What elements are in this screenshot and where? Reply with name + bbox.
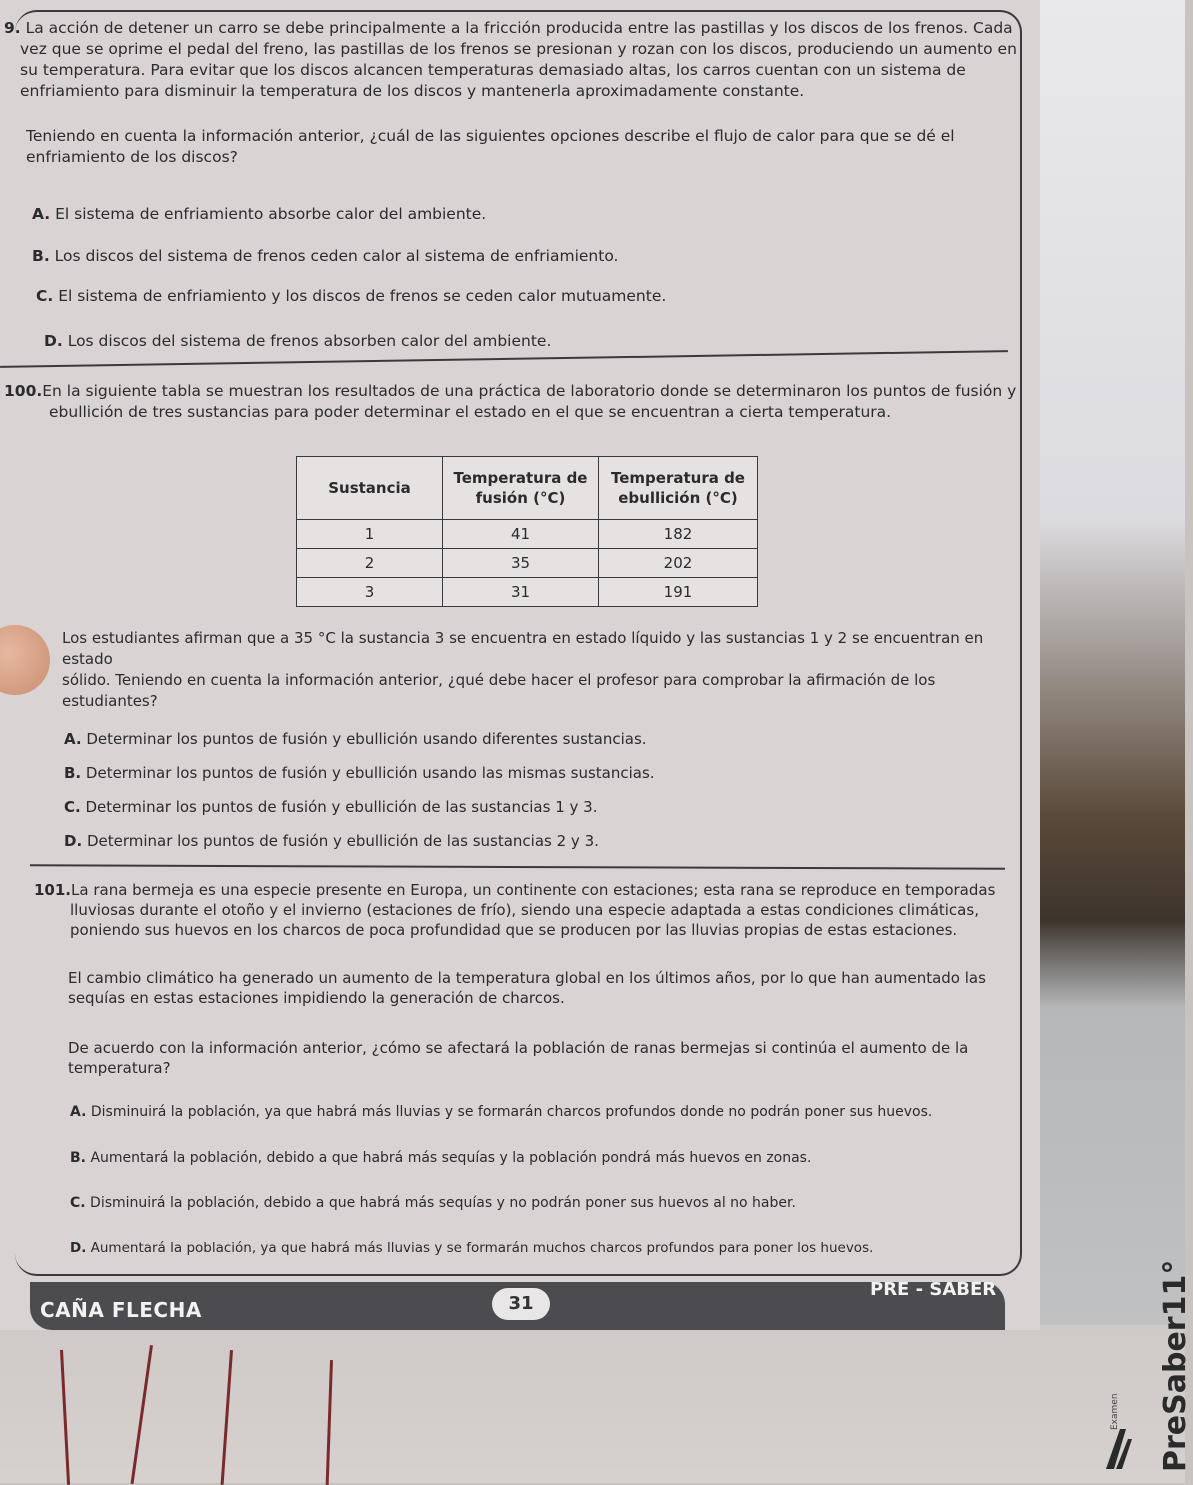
brand-name: PreSaber11° bbox=[1158, 1259, 1193, 1472]
question-100-claim bbox=[62, 628, 1012, 712]
question-99-stem bbox=[4, 18, 1019, 102]
stem-line: La acción de detener un carro se debe principalmente a la fricción producida entre las pastillas y los discos de los frenos. Cada bbox=[25, 19, 1013, 37]
option-c[interactable] bbox=[70, 1195, 796, 1211]
table-row bbox=[297, 578, 758, 607]
option-d[interactable] bbox=[44, 332, 551, 350]
footer-series: PRE - SABER bbox=[870, 1279, 997, 1300]
option-a[interactable] bbox=[32, 205, 486, 223]
context-line: El cambio climático ha generado un aumento de la temperatura global en los últimos años, por lo que han aumentado las bbox=[68, 969, 986, 987]
stem-line: enfriamiento para disminuir la temperatura de los discos y mantenerla aproximadamente constante. bbox=[20, 82, 805, 100]
table-cell: 41 bbox=[443, 520, 599, 549]
option-text: El sistema de enfriamiento y los discos de frenos se ceden calor mutuamente. bbox=[58, 287, 667, 305]
data-table bbox=[296, 456, 758, 607]
option-c[interactable] bbox=[64, 798, 597, 816]
table-row bbox=[297, 549, 758, 578]
option-text: Aumentará la población, debido a que habrá más sequías y la población pondrá más huevos en zonas. bbox=[90, 1150, 812, 1166]
option-a[interactable] bbox=[64, 730, 647, 748]
option-letter: D. bbox=[44, 332, 63, 350]
brand-small-text: Examen bbox=[1110, 1393, 1120, 1430]
table-cell: 35 bbox=[443, 549, 599, 578]
option-letter: D. bbox=[70, 1240, 87, 1256]
option-text: Disminuirá la población, ya que habrá más lluvias y se formarán charcos profundos donde no podrán poner sus huevos. bbox=[90, 1104, 933, 1120]
option-letter: B. bbox=[64, 764, 82, 782]
question-99-prompt bbox=[26, 126, 1016, 168]
stem-line: su temperatura. Para evitar que los discos alcancen temperaturas demasiado altas, los carros cuentan con un sistema de bbox=[20, 61, 966, 79]
question-number: 9. bbox=[4, 19, 21, 37]
option-c[interactable] bbox=[36, 287, 666, 305]
question-101-context bbox=[68, 968, 1013, 1008]
question-101-prompt bbox=[68, 1038, 1013, 1078]
stem-line: En la siguiente tabla se muestran los resultados de una práctica de laboratorio donde se determinaron los puntos de fusión y bbox=[42, 382, 1017, 400]
option-letter: D. bbox=[64, 832, 83, 850]
option-text: Determinar los puntos de fusión y ebullición de las sustancias 2 y 3. bbox=[86, 832, 599, 850]
column-header: Sustancia bbox=[297, 457, 443, 520]
option-text: Aumentará la población, ya que habrá más lluvias y se formarán muchos charcos profundos para poner los huevos. bbox=[90, 1240, 874, 1256]
question-number: 101. bbox=[34, 881, 72, 899]
table-cell: 191 bbox=[599, 578, 758, 607]
stem-line: ebullición de tres sustancias para poder determinar el estado en el que se encuentran a cierta temperatura. bbox=[49, 403, 892, 421]
table-cell: 3 bbox=[297, 578, 443, 607]
prompt-line: enfriamiento de los discos? bbox=[26, 148, 238, 166]
table-cell: 2 bbox=[297, 549, 443, 578]
option-letter: A. bbox=[64, 730, 82, 748]
option-text: Determinar los puntos de fusión y ebullición de las sustancias 1 y 3. bbox=[85, 798, 598, 816]
option-text: Los discos del sistema de frenos absorben calor del ambiente. bbox=[67, 332, 552, 350]
option-text: El sistema de enfriamiento absorbe calor del ambiente. bbox=[55, 205, 487, 223]
question-101-stem bbox=[34, 880, 1019, 940]
brand-logo-icon bbox=[1100, 1425, 1138, 1473]
option-letter: B. bbox=[70, 1150, 86, 1166]
option-d[interactable] bbox=[64, 832, 599, 850]
option-letter: A. bbox=[70, 1104, 87, 1120]
stem-line: poniendo sus huevos en los charcos de poca profundidad que se producen por las lluvias propias de estas estaciones. bbox=[70, 921, 958, 939]
option-text: Determinar los puntos de fusión y ebullición usando las mismas sustancias. bbox=[85, 764, 655, 782]
option-d[interactable] bbox=[70, 1240, 873, 1256]
question-number: 100. bbox=[4, 382, 43, 400]
page-number: 31 bbox=[492, 1288, 550, 1320]
footer-title: CAÑA FLECHA bbox=[40, 1298, 202, 1322]
table-cell: 1 bbox=[297, 520, 443, 549]
stem-line: lluviosas durante el otoño y el invierno (estaciones de frío), siendo una especie adaptada a estas condiciones climáticas, bbox=[70, 901, 979, 919]
claim-line: estudiantes? bbox=[62, 692, 158, 710]
table-cell: 202 bbox=[599, 549, 758, 578]
option-letter: C. bbox=[70, 1195, 86, 1211]
column-header: Temperatura de fusión (°C) bbox=[443, 457, 599, 520]
prompt-line: De acuerdo con la información anterior, ¿cómo se afectará la población de ranas bermejas si continúa el aumento de la bbox=[68, 1039, 969, 1057]
background-bottom bbox=[0, 1325, 1185, 1483]
table-header-row bbox=[297, 457, 758, 520]
option-letter: B. bbox=[32, 247, 50, 265]
stem-line: vez que se oprime el pedal del freno, las pastillas de los frenos se presionan y rozan con los discos, produciendo un aumento en bbox=[20, 40, 1017, 58]
table-row bbox=[297, 520, 758, 549]
option-text: Los discos del sistema de frenos ceden calor al sistema de enfriamiento. bbox=[54, 247, 619, 265]
option-b[interactable] bbox=[70, 1150, 811, 1166]
option-a[interactable] bbox=[70, 1104, 932, 1120]
stem-line: La rana bermeja es una especie presente en Europa, un continente con estaciones; esta rana se reproduce en temporadas bbox=[71, 881, 996, 899]
question-100-stem bbox=[4, 381, 1019, 423]
table-cell: 182 bbox=[599, 520, 758, 549]
option-b[interactable] bbox=[64, 764, 655, 782]
claim-line: Los estudiantes afirman que a 35 °C la sustancia 3 se encuentra en estado líquido y las sustancias 1 y 2 se encuentran en estado bbox=[62, 629, 984, 668]
column-header: Temperatura de ebullición (°C) bbox=[599, 457, 758, 520]
prompt-line: temperatura? bbox=[68, 1059, 171, 1077]
table-cell: 31 bbox=[443, 578, 599, 607]
option-text: Determinar los puntos de fusión y ebullición usando diferentes sustancias. bbox=[86, 730, 647, 748]
option-b[interactable] bbox=[32, 247, 618, 265]
option-letter: C. bbox=[64, 798, 81, 816]
option-letter: C. bbox=[36, 287, 54, 305]
context-line: sequías en estas estaciones impidiendo la generación de charcos. bbox=[68, 989, 565, 1007]
prompt-line: Teniendo en cuenta la información anterior, ¿cuál de las siguientes opciones describe el flujo de calor para que se dé el bbox=[26, 127, 955, 145]
option-text: Disminuirá la población, debido a que habrá más sequías y no podrán poner sus huevos al no haber. bbox=[90, 1195, 796, 1211]
claim-line: sólido. Teniendo en cuenta la información anterior, ¿qué debe hacer el profesor para comprobar la afirmación de los bbox=[62, 671, 936, 689]
option-letter: A. bbox=[32, 205, 51, 223]
